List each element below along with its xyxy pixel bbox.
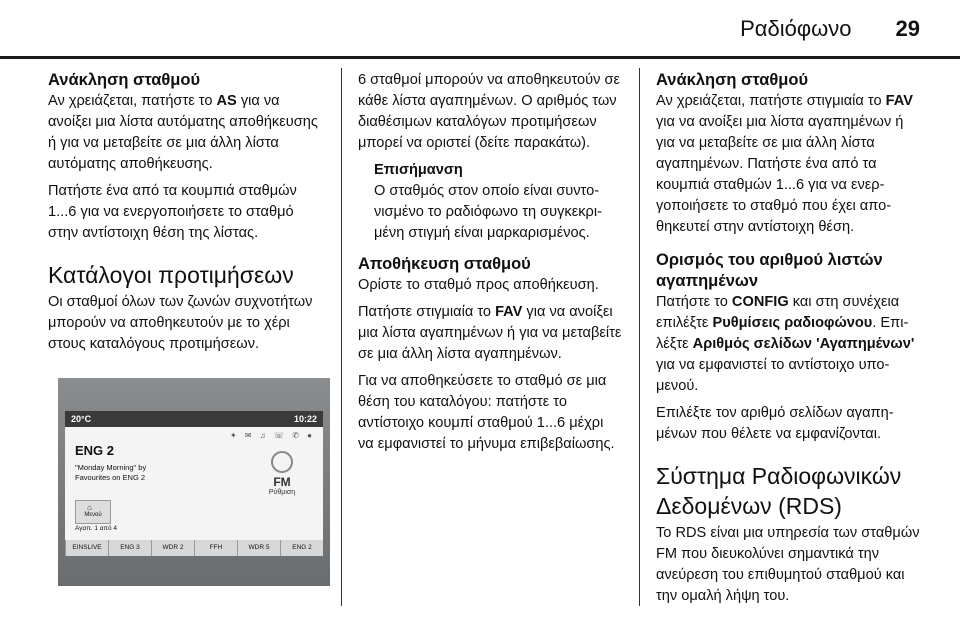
display-status-bar	[65, 411, 323, 427]
preset-button: WDR 2	[151, 540, 194, 556]
menu-button: Μενού	[75, 500, 111, 524]
paragraph: Αν χρειάζεται, πατήστε στιγμιαία το FAV για να ανοίξει μια λίστα αγαπημένων ή για να μεταβείτε σε μια άλλη λίστα αγαπημένων. Πατήστε ένα από τα κουμπιά σταθμών 1...6 για να ενεργοποιήσετε το σταθμό που έχει αποθηκευτεί στην αντίστοιχη θέση.	[656, 93, 913, 235]
preset-button: ENG 3	[108, 540, 151, 556]
temperature: 20°C	[71, 414, 92, 424]
column-3	[656, 70, 924, 613]
paragraph: Πατήστε στιγμιαία το FAV για να ανοίξει μια λίστα αγαπημένων ή για να μεταβείτε σε μια άλλη λίστα αγαπημένων.	[358, 304, 622, 362]
note-title: Επισήμανση	[374, 162, 463, 178]
heading-rds: Σύστημα Ραδιοφωνικών Δεδομένων (RDS)	[656, 463, 902, 519]
note	[374, 160, 622, 244]
paragraph: Οι σταθμοί όλων των ζωνών συχνοτήτων μπορούν να αποθηκευτούν με το χέρι στους καταλόγους προτιμήσεων.	[48, 294, 313, 352]
column-divider	[341, 68, 342, 606]
paragraph: Επιλέξτε τον αριθμό σελίδων αγαπημένων που θέλετε να εμφανίζονται.	[656, 405, 894, 442]
radio-display	[65, 411, 323, 556]
preset-button: EINSLIVE	[65, 540, 108, 556]
preset-button: FFH	[194, 540, 237, 556]
heading-station-recall: Ανάκληση σταθμού	[48, 71, 201, 89]
note-text: Ο σταθμός στον οποίο είναι συντονισμένο το ραδιόφωνο τη συγκεκριμένη στιγμή είναι μαρκαρισμένος.	[374, 183, 602, 241]
heading-favourites-count: Ορισμός του αριθμού λιστών αγαπημένων	[656, 251, 883, 290]
antenna-icon	[271, 451, 293, 473]
favourites-page-indicator: Αγαπ. 1 από 4	[75, 525, 118, 532]
heading-favourites: Κατάλογοι προτιμήσεων	[48, 262, 294, 288]
paragraph: Αν χρειάζεται, πατήστε το AS για να ανοίξει μια λίστα αυτόματης αποθήκευσης ή για να μεταβείτε σε μια άλλη λίστα αυτόματης αποθήκευσης.	[48, 93, 318, 172]
column-2	[358, 70, 622, 461]
heading-station-recall: Ανάκληση σταθμού	[656, 71, 809, 89]
preset-button: WDR 5	[237, 540, 280, 556]
paragraph: Πατήστε το CONFIG και στη συνέχεια επιλέξτε Ρυθμίσεις ραδιοφώνου. Επιλέξτε Αριθμός σελίδων 'Αγαπημένων' για να εμφανιστεί το αντίστοιχο υπομενού.	[656, 294, 915, 394]
column-divider	[639, 68, 640, 606]
header-rule	[0, 56, 960, 59]
paragraph: Πατήστε ένα από τα κουμπιά σταθμών 1...6 για να ενεργοποιήσετε το σταθμό στην αντίστοιχη θέση της λίστας.	[48, 183, 297, 241]
home-icon: ⌂	[87, 503, 92, 512]
paragraph: Ορίστε το σταθμό προς αποθήκευση.	[358, 277, 599, 293]
preset-button: ENG 2	[280, 540, 323, 556]
station-name: ENG 2	[75, 443, 115, 458]
page-title: Ραδιόφωνο	[740, 16, 852, 41]
page-header	[740, 16, 920, 48]
radio-screen-photo	[58, 378, 330, 586]
paragraph: 6 σταθμοί μπορούν να αποθηκευτούν σε κάθε λίστα αγαπημένων. Ο αριθμός των διαθέσιμων καταλόγων προτιμήσεων μπορεί να οριστεί (δείτε παρακάτω).	[358, 72, 620, 151]
page-number: 29	[895, 16, 920, 41]
heading-store-station: Αποθήκευση σταθμού	[358, 255, 531, 273]
status-icons: ✦ ✉ ♫ ☏ ✆ ●	[229, 431, 315, 440]
radio-text: "Monday Morning" by Favourites on ENG 2	[75, 463, 147, 482]
paragraph: Το RDS είναι μια υπηρεσία των σταθμών FM που διευκολύνει σημαντικά την ανεύρεση του επιθυμητού σταθμού και την ομαλή λήψη του.	[656, 525, 920, 604]
paragraph: Για να αποθηκεύσετε το σταθμό σε μια θέση του καταλόγου: πατήστε το αντίστοιχο κουμπί σταθμού 1...6 μέχρι να εμφανιστεί το μήνυμα επιβεβαίωσης.	[358, 373, 615, 452]
column-1	[48, 70, 323, 361]
clock: 10:22	[293, 414, 317, 424]
fm-band-button: FM Ρύθμιση	[265, 451, 299, 496]
preset-bar	[65, 540, 323, 556]
